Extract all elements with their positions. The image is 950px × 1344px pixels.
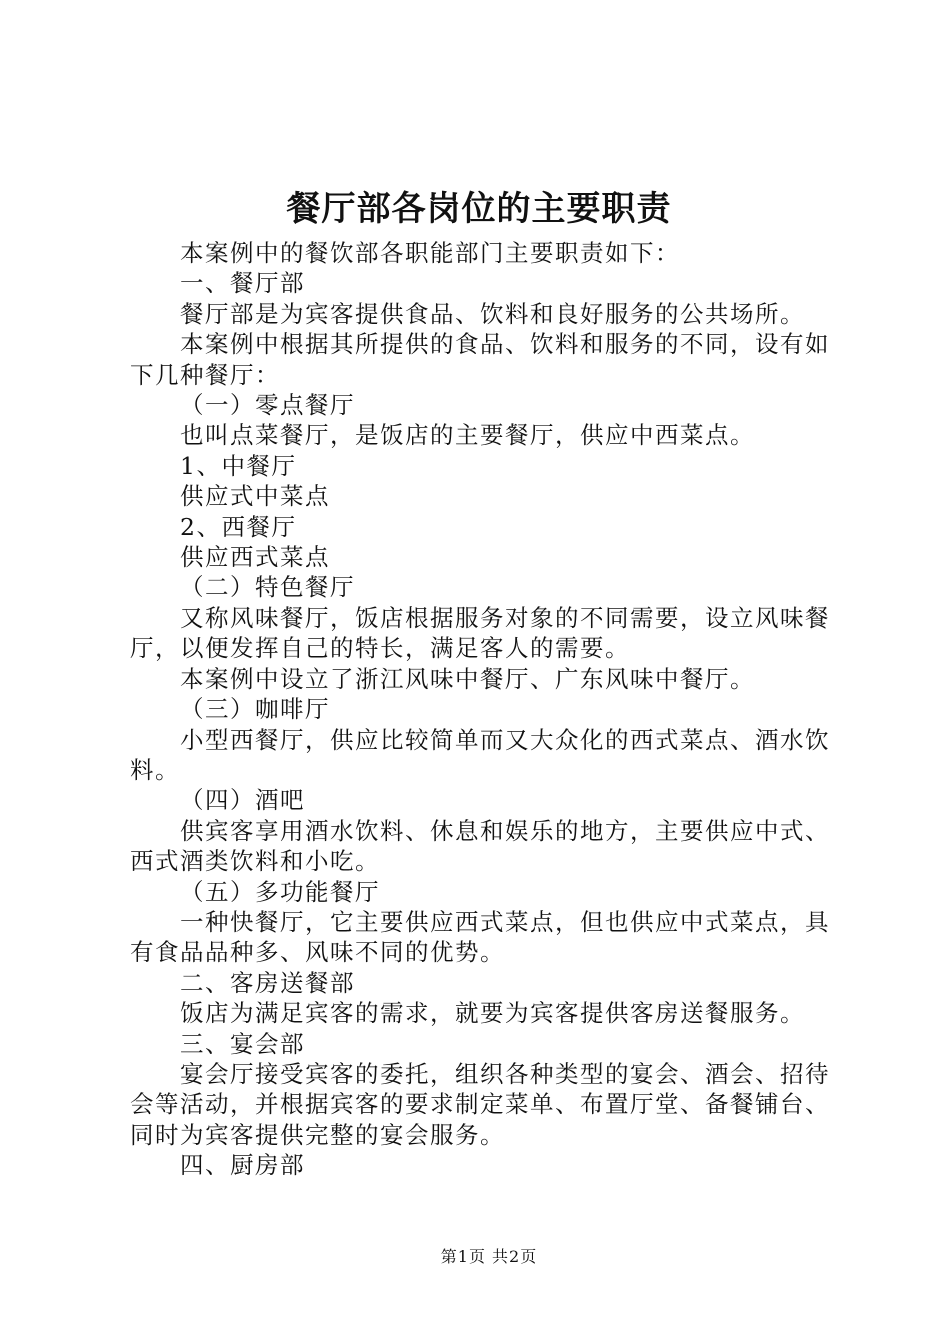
subsection-heading: （五）多功能餐厅 [180,877,380,906]
paragraph: 供宾客享用酒水饮料、休息和娱乐的地方，主要供应中式、西式酒类饮料和小吃。 [130,816,830,876]
paragraph: 又称风味餐厅，饭店根据服务对象的不同需要，设立风味餐厅，以便发挥自己的特长，满足客人的需要。 [130,603,830,663]
document-title: 餐厅部各岗位的主要职责 [286,189,672,229]
paragraph: 本案例中设立了浙江风味中餐厅、广东风味中餐厅。 [180,664,755,693]
list-heading: 2、西餐厅 [180,512,297,541]
paragraph: 供应式中菜点 [180,482,330,511]
paragraph: 供应西式菜点 [180,543,330,572]
list-heading: 1、中餐厅 [180,451,297,480]
section-heading: 二、客房送餐部 [180,968,355,997]
subsection-heading: （四）酒吧 [180,786,305,815]
page-footer: 第1页 共2页 [440,1247,538,1266]
paragraph: 也叫点菜餐厅，是饭店的主要餐厅，供应中西菜点。 [180,421,755,450]
document-body [130,238,844,1181]
paragraph: 本案例中的餐饮部各职能部门主要职责如下： [180,239,680,267]
subsection-heading: （一）零点餐厅 [180,391,355,420]
paragraph: 本案例中根据其所提供的食品、饮料和服务的不同，设有如下几种餐厅： [130,330,830,389]
paragraph: 一种快餐厅，它主要供应西式菜点，但也供应中式菜点，具有食品品种多、风味不同的优势。 [130,907,830,967]
subsection-heading: （三）咖啡厅 [180,695,330,724]
paragraph: 饭店为满足宾客的需求，就要为宾客提供客房送餐服务。 [180,999,805,1028]
section-heading: 三、宴会部 [180,1029,305,1058]
paragraph: 宴会厅接受宾客的委托，组织各种类型的宴会、酒会、招待会等活动，并根据宾客的要求制定菜单、布置厅堂、备餐铺台、同时为宾客提供完整的宴会服务。 [130,1059,830,1149]
paragraph: 餐厅部是为宾客提供食品、饮料和良好服务的公共场所。 [180,299,805,328]
section-heading: 四、厨房部 [180,1151,305,1180]
paragraph: 小型西餐厅，供应比较简单而又大众化的西式菜点、酒水饮料。 [130,725,830,784]
section-heading: 一、餐厅部 [180,269,305,298]
subsection-heading: （二）特色餐厅 [180,573,355,602]
